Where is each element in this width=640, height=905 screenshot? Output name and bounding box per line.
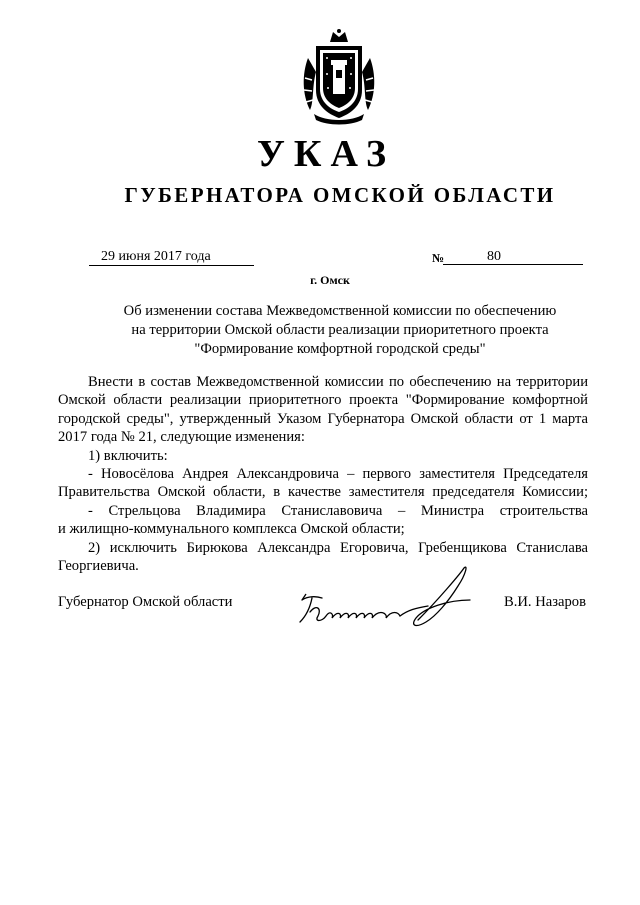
body-line: Внести в состав Межведомственной комиссии по обеспечению на территории [88,374,588,390]
body-line: Правительства Омской области, в качестве заместителя председателя Комиссии; [58,484,588,501]
decree-number-label: № [432,251,445,265]
body-line: Георгиевича. [58,558,139,575]
decree-heading [80,302,600,359]
decree-title: УКАЗ [257,133,395,175]
body-line: - Новосёлова Андрея Александровича – первого заместителя Председателя [88,466,588,483]
body-line: - Стрельцова Владимира Станиславовича – Министра строительства [88,502,588,519]
signatory-name: В.И. Назаров [504,594,586,610]
signatory-role: Губернатор Омской области [58,594,233,610]
body-line: 2) исключить Бирюкова Александра Егоровича, Гребенщикова Станислава [88,539,588,556]
body-line: 2017 года № 21, следующие изменения: [58,429,305,446]
body-line: Омской области реализации приоритетного проекта "Формирование комфортной [58,392,588,409]
heading-line: "Формирование комфортной городской среды" [194,341,486,357]
body-line: городской среды", утвержденный Указом Губернатора Омской области от 1 марта [58,410,588,427]
decree-number: 80 [443,248,583,265]
handwritten-signature-icon [288,560,478,640]
decree-subtitle: ГУБЕРНАТОРА ОМСКОЙ ОБЛАСТИ [124,183,556,207]
heading-line: на территории Омской области реализации приоритетного проекта [131,322,549,338]
omsk-coat-of-arms-icon [300,28,378,126]
decree-body [58,373,588,575]
body-line: 1) включить: [88,447,168,464]
heading-line: Об изменении состава Межведомственной комиссии по обеспечению [123,303,557,319]
decree-place: г. Омск [310,273,350,287]
decree-date: 29 июня 2017 года [89,248,254,266]
body-line: и жилищно-коммунального комплекса Омской области; [58,521,405,538]
